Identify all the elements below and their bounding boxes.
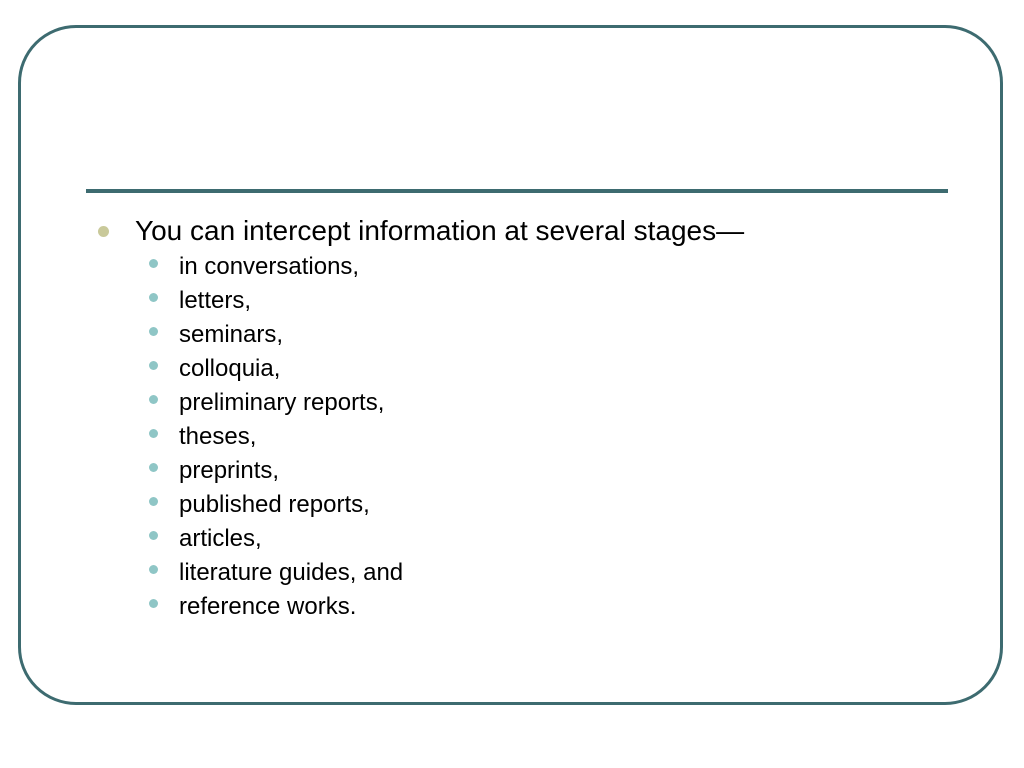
sub-bullet-item <box>149 352 403 386</box>
sub-bullet-dot-icon <box>149 259 158 268</box>
sub-bullet-item <box>149 454 403 488</box>
sub-bullet-dot-icon <box>149 429 158 438</box>
sub-bullet-text: literature guides, and <box>179 559 404 586</box>
sub-bullet-item <box>149 522 403 556</box>
sub-bullet-text: letters, <box>179 287 252 314</box>
sub-bullet-text: reference works. <box>179 593 357 620</box>
sub-bullet-text: articles, <box>179 525 262 552</box>
bullet-text: You can intercept information at several stages— <box>135 215 745 246</box>
sub-bullet-list <box>149 250 403 624</box>
sub-bullet-dot-icon <box>149 565 158 574</box>
sub-bullet-item <box>149 284 403 318</box>
sub-bullet-item <box>149 386 403 420</box>
sub-bullet-dot-icon <box>149 327 158 336</box>
sub-bullet-dot-icon <box>149 293 158 302</box>
bullet-dot-icon <box>98 226 109 237</box>
sub-bullet-dot-icon <box>149 395 158 404</box>
sub-bullet-item <box>149 250 403 284</box>
sub-bullet-item <box>149 556 403 590</box>
sub-bullet-text: seminars, <box>179 321 284 348</box>
sub-bullet-text: preprints, <box>179 457 280 484</box>
sub-bullet-item <box>149 318 403 352</box>
sub-bullet-dot-icon <box>149 531 158 540</box>
sub-bullet-dot-icon <box>149 497 158 506</box>
sub-bullet-item <box>149 420 403 454</box>
sub-bullet-dot-icon <box>149 599 158 608</box>
sub-bullet-text: in conversations, <box>179 253 360 280</box>
sub-bullet-text: published reports, <box>179 491 370 518</box>
sub-bullet-item <box>149 488 403 522</box>
sub-bullet-text: preliminary reports, <box>179 389 385 416</box>
sub-bullet-text: colloquia, <box>179 355 281 382</box>
sub-bullet-text: theses, <box>179 423 257 450</box>
bullet-item-level1 <box>98 212 744 250</box>
sub-bullet-dot-icon <box>149 463 158 472</box>
sub-bullet-dot-icon <box>149 361 158 370</box>
sub-bullet-item <box>149 590 403 624</box>
